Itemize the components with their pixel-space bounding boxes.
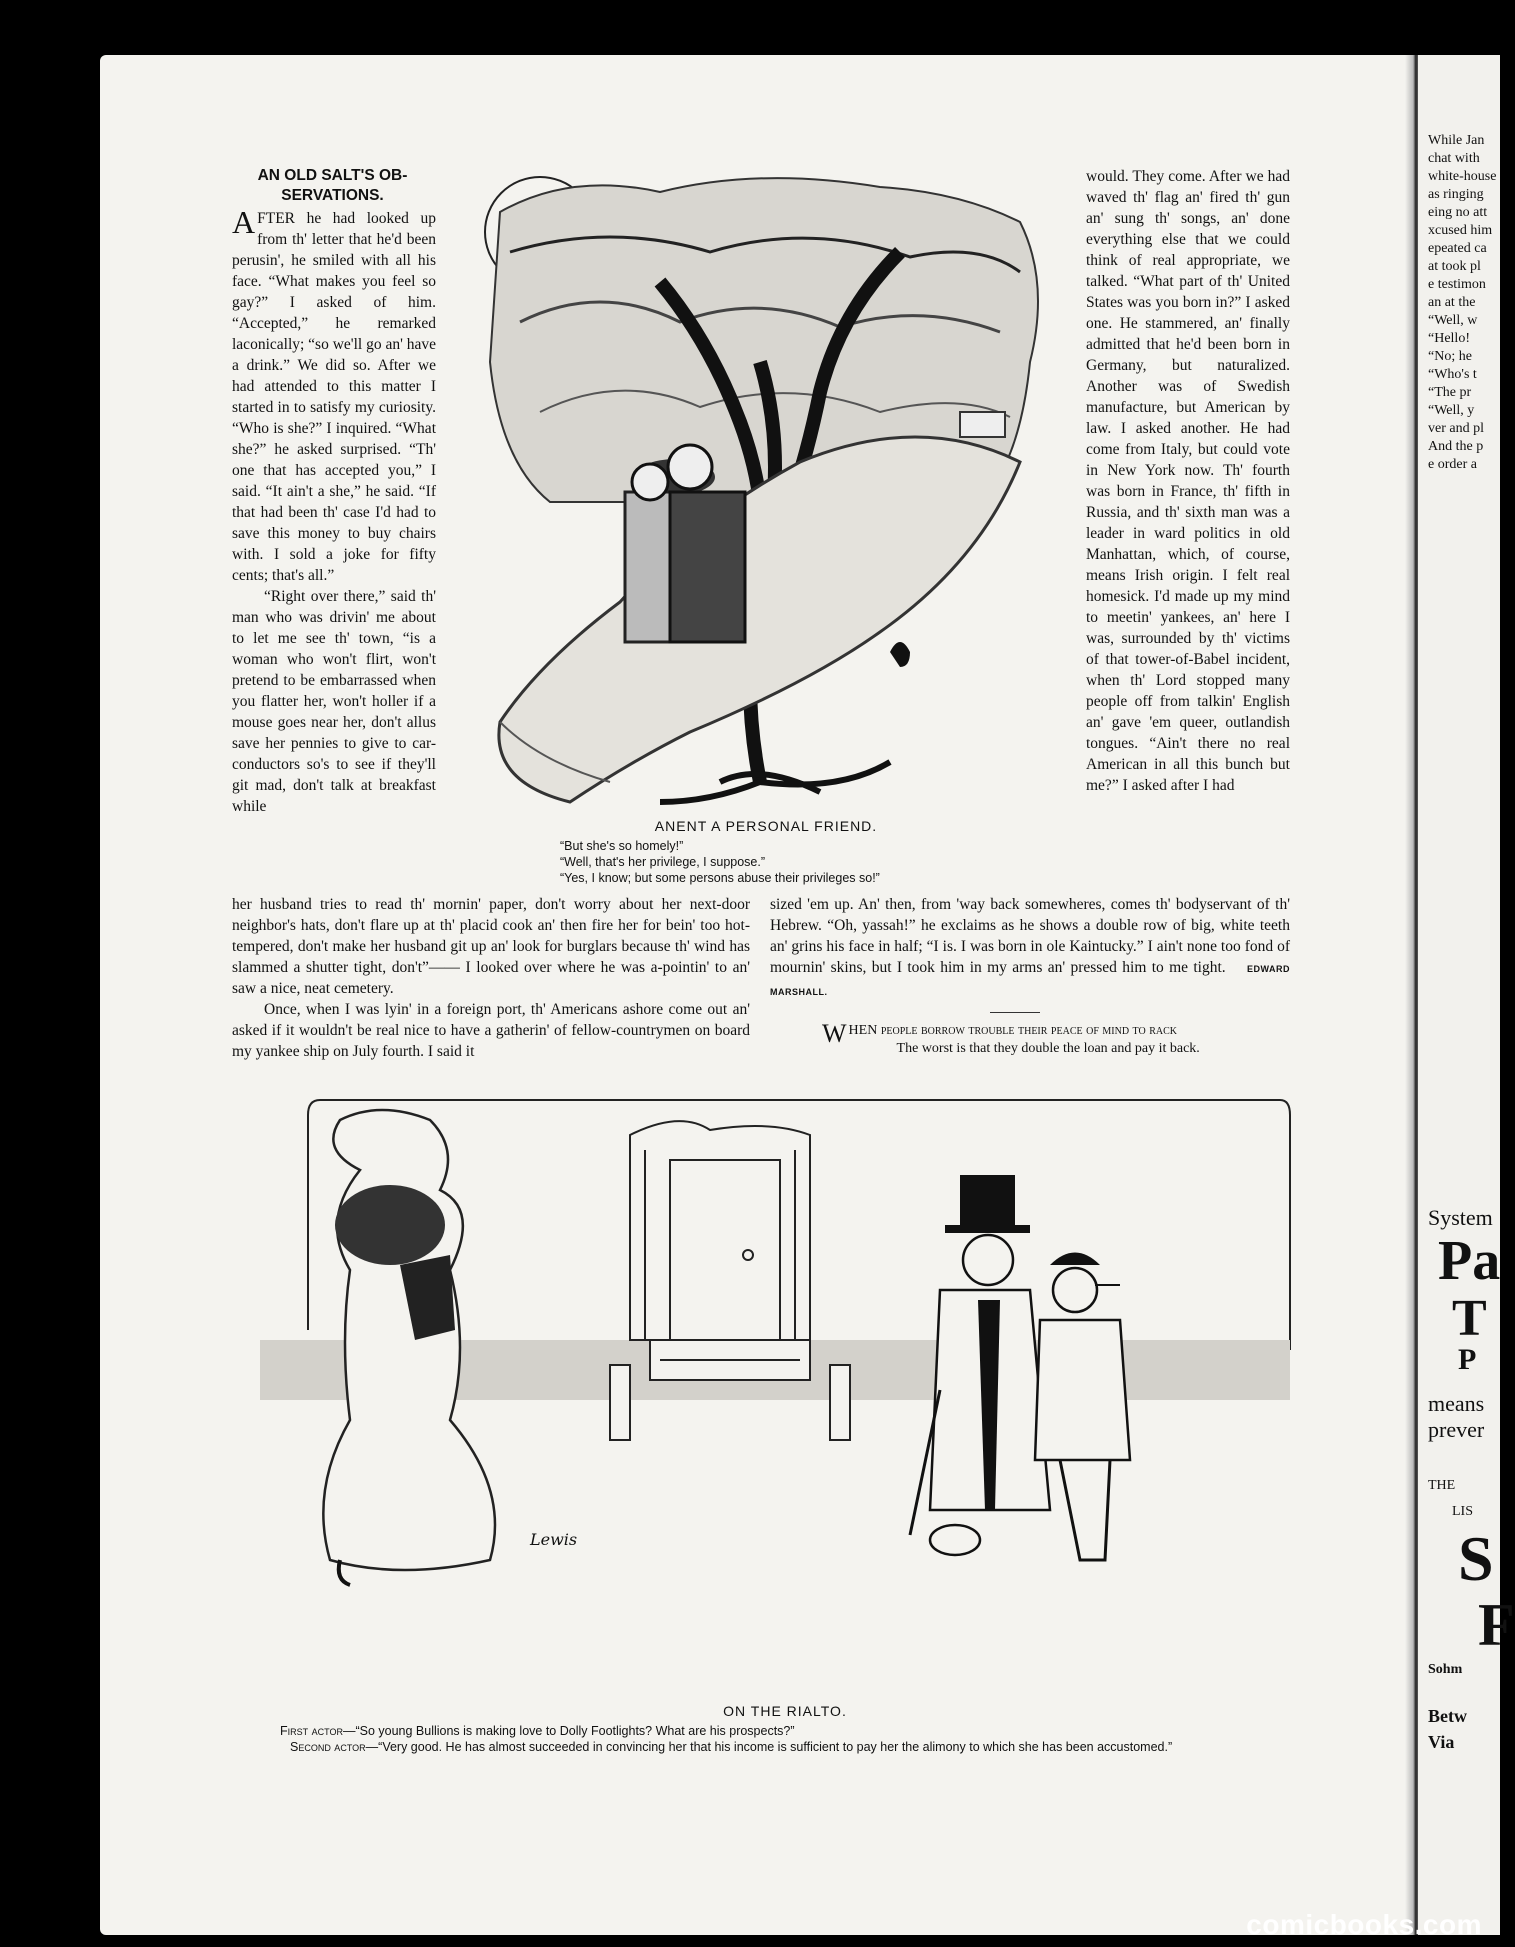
cartoon1-title: ANENT A PERSONAL FRIEND. xyxy=(654,818,878,834)
cartoon2-line1: —“So young Bullions is making love to Dolly Footlights? What are his prospects?” xyxy=(342,1724,795,1738)
cartoon2-caption xyxy=(280,1703,1290,1755)
article-paragraph-3: Once, when I was lyin' in a foreign port, th' Americans ashore come out an' asked if it wouldn't be real nice to have a gatherin' of fellow-countrymen on board my yankee ship on July fourth. I said it xyxy=(232,1001,750,1060)
article-column-1-wide xyxy=(232,894,750,1062)
article-paragraph-2: “Right over there,” said th' man who was drivin' me about to let me see th' town, “is a woman who won't flirt, won't pretend to be embarrassed when you flatter her, won't holler if a mouse goes near her, don't allus save her pennies to give to car-conductors so's to see if they'll git mad, don't talk at breakfast while xyxy=(232,588,436,815)
cartoon1-line: “But she's so homely!” xyxy=(560,839,684,853)
facing-page-ad: System Pa T P means prever THE LIS S F Sohm Betw Via xyxy=(1428,1205,1515,1752)
article-column-2-wide xyxy=(770,894,1290,1003)
article-paragraph-1: FTER he had looked up from th' letter that he'd been perusin', he smiled with all his face. “What makes you feel so gay?” I asked of him. “Accepted,” he remarked laconically; “so we'll go an' have a drink.” We did so. After we had attended to this matter I started in to satisfy my curiosity. “Who is she?” I inquired. “What she?” he asked surprised. “Th' one that has accepted you,” I said. “It ain't a she,” he said. “If that had been th' case I'd had to save this money to buy chairs with. I sold a joke for fifty cents; that's all.” xyxy=(232,210,436,584)
article-title-line1: AN OLD SALT'S OB- xyxy=(257,167,408,184)
filler-line1: HEN people borrow trouble their peace of mind to rack xyxy=(848,1023,1177,1038)
tree-couple-illustration xyxy=(460,162,1072,810)
cartoon2-speaker2: Second actor xyxy=(290,1740,366,1754)
cartoon2-title: ON THE RIALTO. xyxy=(723,1703,847,1719)
article-paragraph-3-end: sized 'em up. An' then, from 'way back somewheres, comes th' bodyservant of th' Hebrew. “Oh, yassah!” he exclaims as he shows a double row of big, white teeth an' grins his face in half; “I is. I was born in ole Kaintucky.” I ain't none too fond of mournin' skins, but I took him in my arms an' pressed him to me tight. xyxy=(770,896,1290,976)
cartoon1-caption xyxy=(460,818,1072,886)
article-byline: EDWARD MARSHALL. xyxy=(770,964,1291,997)
article-column-2 xyxy=(1086,166,1290,796)
filler-line2: The worst is that they double the loan and pay it back. xyxy=(896,1041,1200,1056)
rialto-illustration xyxy=(250,1090,1300,1590)
article-paragraph-2-cont: her husband tries to read th' mornin' paper, don't worry about her next-door neighbor's hats, don't flare up at th' placid cook an' then fire her for bein' too hot-tempered, don't make her husband git up an' look for burglars because th' wind has slammed a shutter tight, don't”—— I looked over where he was a-pointin' to an' saw a nice, neat cemetery. xyxy=(232,896,750,997)
divider-rule xyxy=(990,1012,1040,1013)
cartoon2-speaker1: First actor xyxy=(280,1724,343,1738)
facing-page-text: While Jan chat with white-house as ringing eing no att xcused him epeated ca at took pl e testimon an at the “Well, w “Hello! “No; he “Who's t “The pr “Well, y ver and pl And the p e order a xyxy=(1428,133,1497,472)
article-paragraph-3-cont: would. They come. After we had waved th' flag an' fired th' gun an' sung th' songs, an' done everything else that we could think of real appropriate, we talked. “What part of th' United States was you born in?” I asked one. He stammered, an' finally admitted that he'd been born in Germany, but naturalized. Another was of Swedish manufacture, but American by law. I asked another. He had come from Italy, but could vote in New York now. Th' fourth was born in France, th' fifth in Russia, and th' sixth man was a leader in ward politics in old Manhattan, which, of course, means Irish origin. I felt real homesick. I'd made up my mind to meetin' yankees, an' here I was, surrounded by th' victims of that tower-of-Babel incident, when th' Lord stopped many people off from talkin' English an' gave 'em queer, outlandish tongues. “Ain't there no real American in all this bunch but me?” I asked after I had xyxy=(1086,168,1290,794)
filler-verse xyxy=(822,1019,1292,1058)
article-title-line2: SERVATIONS. xyxy=(281,187,384,204)
artist-signature: Lewis xyxy=(530,1530,578,1549)
site-watermark: comicbooks.com xyxy=(1246,1909,1482,1940)
cartoon2-line2: —“Very good. He has almost succeeded in convincing her that his income is sufficient to pay her the alimony to which she has been accustomed.” xyxy=(365,1740,1173,1754)
article-title xyxy=(215,166,450,206)
article-column-1 xyxy=(232,204,436,817)
cartoon1-line: “Yes, I know; but some persons abuse their privileges so!” xyxy=(560,871,880,885)
filler-dropcap: W xyxy=(822,1019,847,1048)
cartoon1-line: “Well, that's her privilege, I suppose.” xyxy=(560,855,766,869)
article-dropcap: A xyxy=(232,204,256,240)
